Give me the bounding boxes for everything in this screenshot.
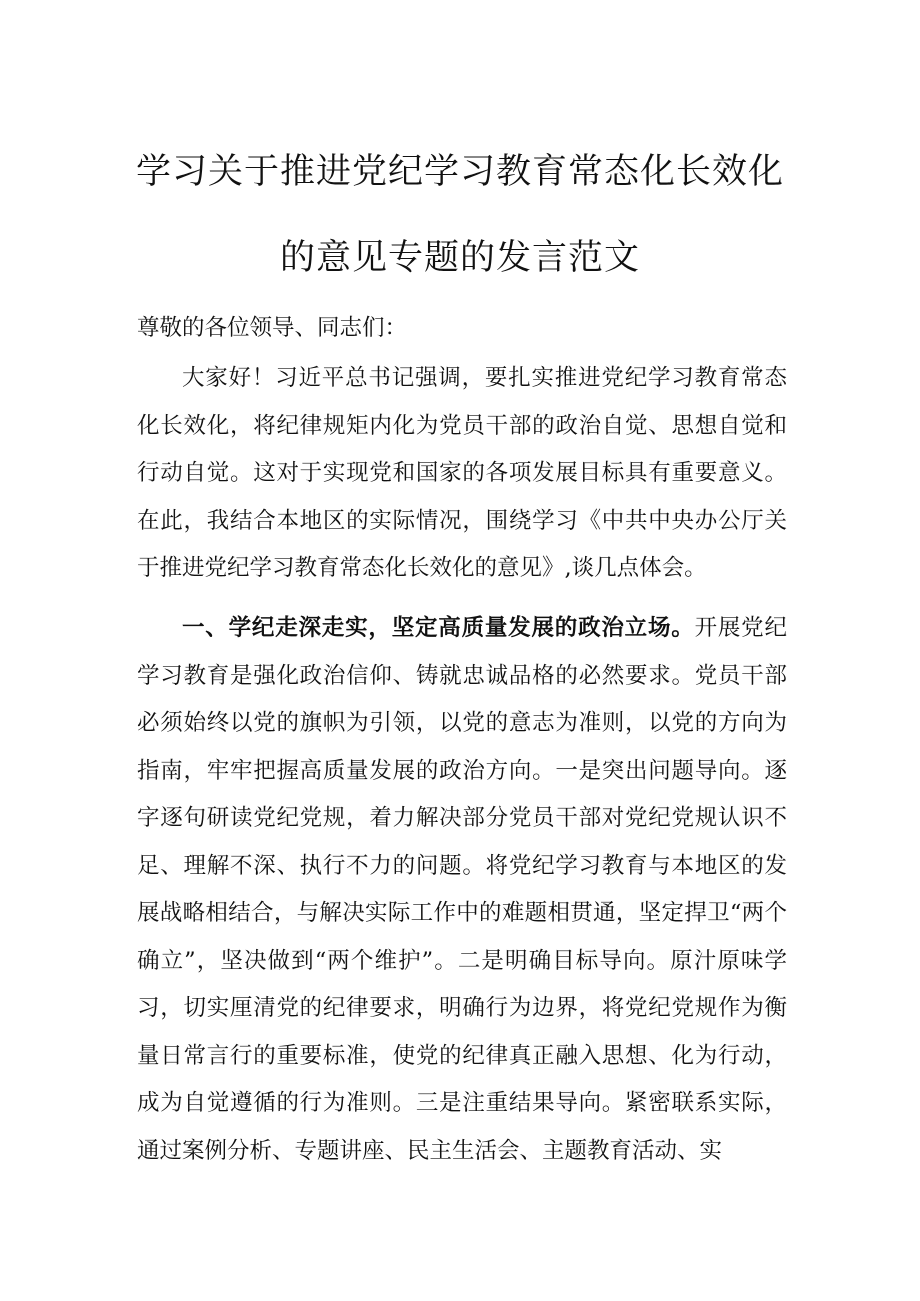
salutation: 尊敬的各位领导、同志们： bbox=[137, 315, 408, 341]
paragraph-intro-text: 大家好！习近平总书记强调，要扎实推进党纪学习教育常态化长效化，将纪律规矩内化为党员干部的政治自觉、思想自觉和行动自觉。这对于实现党和国家的各项发展目标具有重要意义。在此，我结合本地区的实际情况，围绕学习《中共中央办公厅关于推进党纪学习教育常态化长效化的意见》,谈几点体会。 bbox=[137, 365, 787, 581]
section-1-text: 开展党纪学习教育是强化政治信仰、铸就忠诚品格的必然要求。党员干部必须始终以党的旗帜为引领，以党的意志为准则，以党的方向为指南，牢牢把握高质量发展的政治方向。一是突出问题导向。逐字逐句研读党纪党规，着力解决部分党员干部对党纪党规认识不足、理解不深、执行不力的问题。将党纪学习教育与本地区的发展战略相结合，与解决实际工作中的难题相贯通，坚定捍卫“两个确立”，坚决做到“两个维护”。二是明确目标导向。原汁原味学习，切实厘清党的纪律要求，明确行为边界，将党纪党规作为衡量日常言行的重要标准，使党的纪律真正融入思想、化为行动，成为自觉遵循的行为准则。三是注重结果导向。紧密联系实际，通过案例分析、专题讲座、民主生活会、主题教育活动、实 bbox=[137, 615, 787, 1164]
document-title-line-2: 的意见专题的发言范文 bbox=[279, 238, 640, 278]
paragraph-intro bbox=[137, 355, 787, 593]
document-title-line-1: 学习关于推进党纪学习教育常态化长效化 bbox=[135, 152, 784, 192]
section-1-heading: 一、学纪走深走实，坚定高质量发展的政治立场。 bbox=[182, 615, 695, 641]
paragraph-section-1 bbox=[137, 605, 787, 1175]
